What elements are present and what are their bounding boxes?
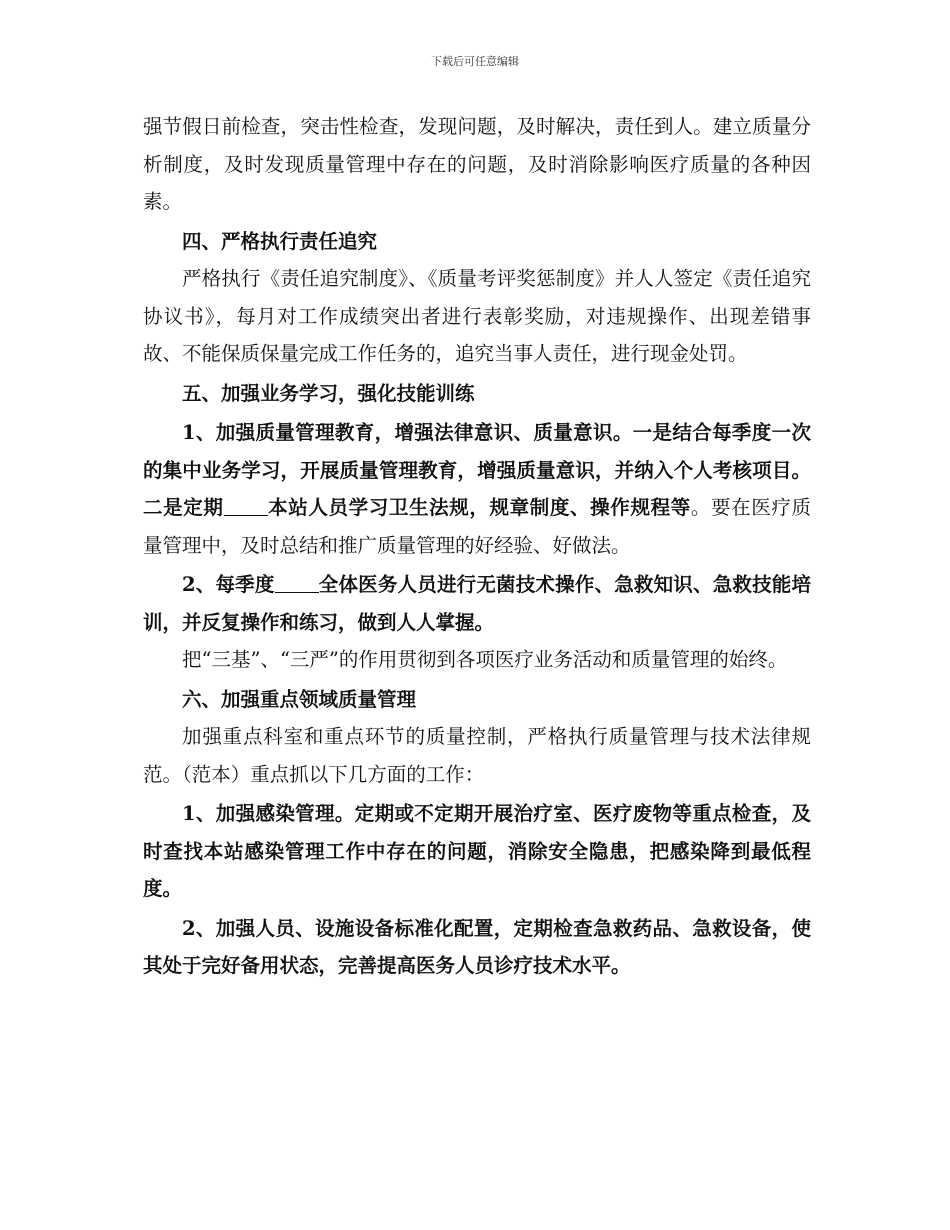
paragraph-infection-management: 1、加强感染管理。定期或不定期开展治疗室、医疗废物等重点检查，及时查找本站感染管理工作中存在的问题，消除安全隐患，把感染降到最低程度。 [143, 802, 811, 900]
paragraph-quality-education [143, 414, 811, 564]
paragraph-quality-analysis: 强节假日前检查，突击性检查，发现问题，及时解决，责任到人。建立质量分析制度，及时发现质量管理中存在的问题，及时消除影响医疗质量的各种因素。 [143, 115, 811, 213]
page-header: 下载后可任意编辑 [431, 55, 519, 68]
paragraph-equipment-standards: 2、加强人员、设施设备标准化配置，定期检查急救药品、急救设备，使其处于完好备用状态，完善提高医务人员诊疗技术水平。 [143, 916, 811, 977]
heading-section-5: 五、加强业务学习，强化技能训练 [182, 381, 475, 405]
document-body [143, 108, 811, 985]
paragraph-accountability: 严格执行《责任追究制度》、《质量考评奖惩制度》并人人签定《责任追究协议书》，每月对工作成绩突出者进行表彰奖励，对违规操作、出现差错事故、不能保质保量完成工作任务的，追究当事人责任，进行现金处罚。 [143, 267, 811, 365]
heading-section-6: 六、加强重点领域质量管理 [182, 687, 417, 711]
quality-education-tail: 。要在医疗质量管理中，及时总结和推广质量管理的好经验、好做法。 [143, 496, 811, 557]
quality-education-bold: 本站人员学习卫生法规，规章制度、操作规程等 [267, 496, 691, 519]
heading-section-4: 四、严格执行责任追究 [182, 229, 378, 253]
quarterly-training-rest: 全体医务人员进行无菌技术操作、急救知识、急救技能培训，并反复操作和练习，做到人人掌握。 [143, 573, 811, 634]
quality-education-lead: 1、加强质量管理教育，增强法律意识、质量意识。一是结合每季度一次的集中业务学习，开展质量管理教育，增强质量意识，并纳入个人考核项目。二是定期 [143, 421, 811, 519]
quarterly-training-lead: 2、每季度 [182, 573, 275, 596]
paragraph-key-areas: 加强重点科室和重点环节的质量控制，严格执行质量管理与技术法律规范。（范本）重点抓以下几方面的工作： [143, 725, 811, 786]
paragraph-quarterly-training [143, 566, 811, 641]
paragraph-three-basics: 把“三基”、“三严”的作用贯彻到各项医疗业务活动和质量管理的始终。 [182, 648, 788, 671]
blank-underline [224, 496, 268, 517]
blank-underline [275, 573, 319, 594]
